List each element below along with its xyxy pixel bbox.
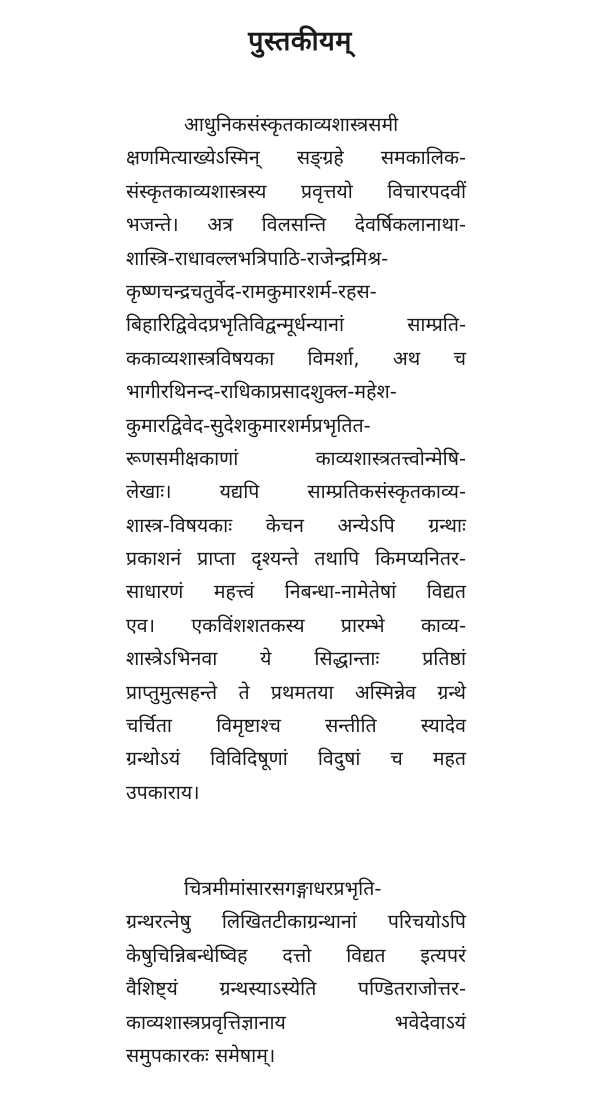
text-line: बिहारिद्विवेदप्रभृतिविद्वन्मूर्धन्यानां साम्प्रति-	[126, 313, 466, 337]
text-line: कृष्णचन्द्रचतुर्वेद-रामकुमारशर्म-रहस-	[126, 279, 377, 303]
text-line: प्रकाशनं प्राप्ता दृश्यन्ते तथापि किमप्यनितर-	[126, 547, 466, 571]
paragraph-1	[126, 108, 466, 809]
text-line: चित्रमीमांसारसगङ्गाधरप्रभृति-	[184, 877, 382, 900]
paragraph-2	[126, 872, 466, 1072]
text-line: आधुनिकसंस्कृतकाव्यशास्त्रसमी	[184, 113, 399, 136]
text-line: भजन्ते। अत्र विलसन्ति देवर्षिकलानाथा-	[126, 213, 466, 237]
text-line: शास्त्र-विषयकाः केचन अन्येऽपि ग्रन्थाः	[126, 513, 466, 537]
text-line: भागीरथिनन्द-राधिकाप्रसादशुक्ल-महेश-	[126, 380, 397, 404]
text-line: समुपकारकः समेषाम्।	[126, 1043, 276, 1067]
text-line: साधारणं महत्त्वं निबन्धा-नामेतेषां विद्यत	[126, 580, 466, 604]
text-line: ग्रन्थरत्नेषु लिखितटीकाग्रन्थानां परिचयोऽपि	[126, 910, 466, 934]
text-line: लेखाः। यद्यपि साम्प्रतिकसंस्कृतकाव्य-	[126, 480, 466, 504]
text-line: काव्यशास्त्रप्रवृत्तिज्ञानाय भवेदेवाऽयं	[126, 1010, 466, 1034]
text-line: क्षणमित्याख्येऽस्मिन् सङ्ग्रहे समकालिक-	[126, 146, 466, 170]
text-line: चर्चिता विमृष्टाश्च सन्तीति स्यादेव	[126, 714, 466, 738]
text-line: ककाव्यशास्त्रविषयका विमर्शा, अथ च	[126, 346, 466, 370]
text-line: शास्त्रेऽभिनवा ये सिद्धान्ताः प्रतिष्ठां	[126, 647, 466, 671]
text-line: कुमारद्विवेद-सुदेशकुमारशर्मप्रभृतित-	[126, 413, 371, 437]
text-line: ग्रन्थोऽयं विविदिषूणां विदुषां च महत	[126, 747, 466, 771]
text-line: शास्त्रि-राधावल्लभत्रिपाठि-राजेन्द्रमिश्र-	[126, 246, 389, 270]
text-line: रूणसमीक्षकाणां काव्यशास्त्रतत्त्वोन्मेषि-	[126, 446, 466, 470]
text-line: प्राप्तुमुत्सहन्ते ते प्रथमतया अस्मिन्नेव ग्रन्थे	[126, 680, 466, 704]
text-line: संस्कृतकाव्यशास्त्रस्य प्रवृत्तयो विचारपदवीं	[126, 179, 466, 203]
text-line: वैशिष्ट्यं ग्रन्थस्याऽस्येति पण्डितराजोत्तर-	[126, 977, 466, 1001]
text-line: उपकाराय।	[126, 780, 200, 804]
page-title: पुस्तकीयम्	[248, 26, 352, 57]
text-line: केषुचिन्निबन्धेष्विह दत्तो विद्यत इत्यपरं	[126, 943, 466, 967]
text-line: एव। एकविंशशतकस्य प्रारम्भे काव्य-	[126, 613, 466, 637]
